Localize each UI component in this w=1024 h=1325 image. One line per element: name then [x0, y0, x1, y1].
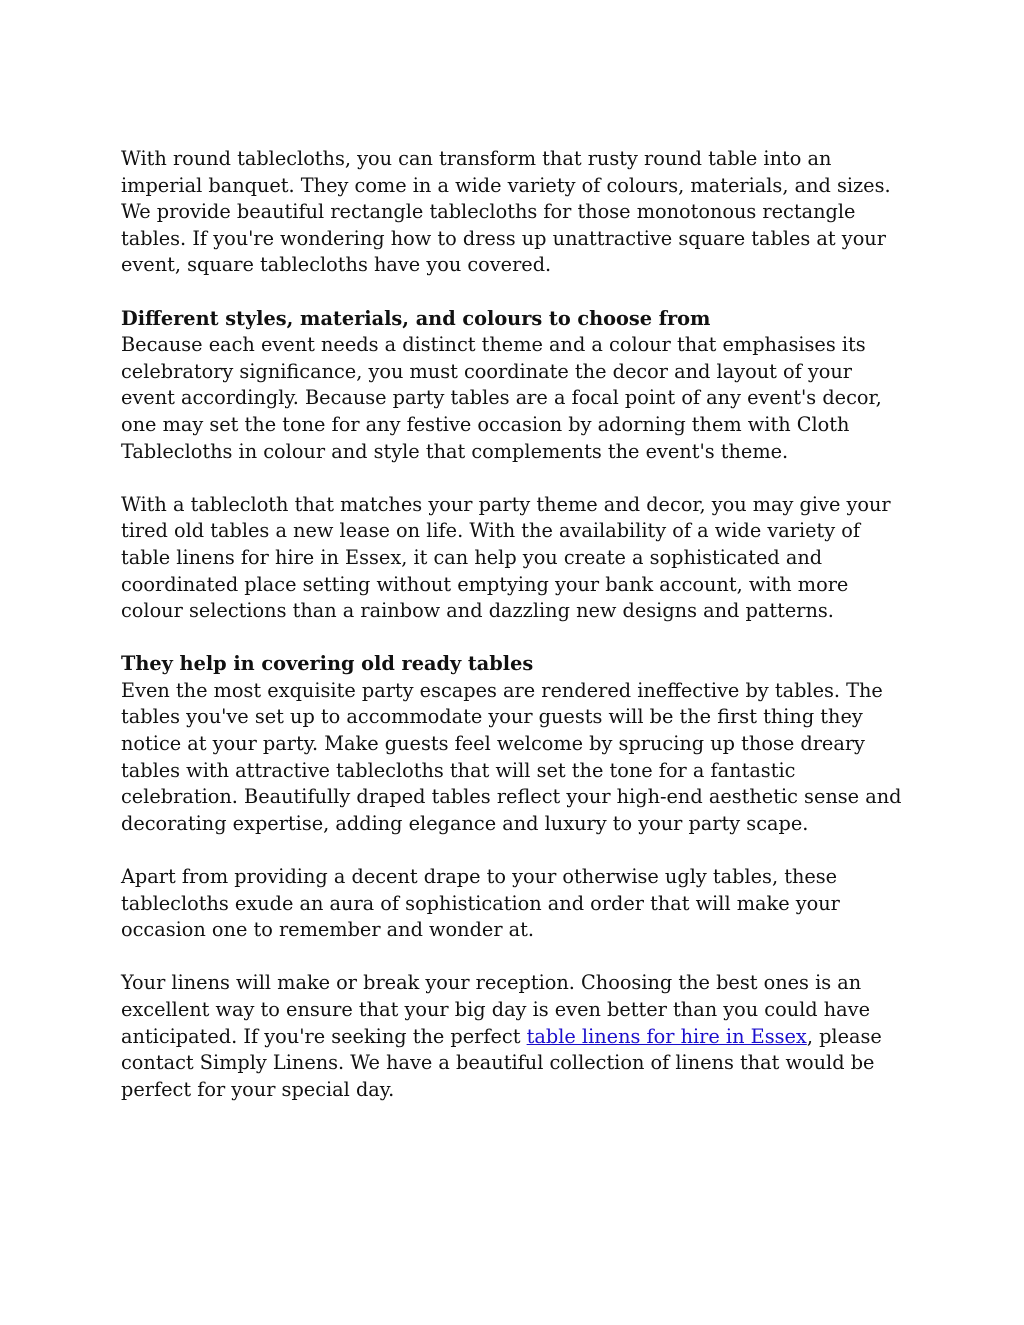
table-linens-link[interactable]: table linens for hire in Essex	[526, 1024, 807, 1048]
section-heading-styles: Different styles, materials, and colours to choose from	[121, 306, 711, 330]
closing-paragraph	[121, 970, 911, 1103]
covering-paragraph-1: Even the most exquisite party escapes are rendered ineffective by tables. The tables you've set up to accommodate your guests will be the first thing they notice at your party. Make guests feel welcome by sprucing up those dreary tables with attractive tablecloths that will set the tone for a fantastic celebration. Beautifully draped tables reflect your high-end aesthetic sense and decorating expertise, adding elegance and luxury to your party scape.	[121, 678, 902, 835]
closing-text-before-link: Your linens will make or break your reception. Choosing the best ones is an excellent way to ensure that your big day is even better than you could have anticipated. If you're seeking the perfect	[121, 971, 870, 1048]
styles-paragraph-1: Because each event needs a distinct theme and a colour that emphasises its celebratory significance, you must coordinate the decor and layout of your event accordingly. Because party tables are a focal point of any event's decor, one may set the tone for any festive occasion by adorning them with Cloth Tablecloths in colour and style that complements the event's theme.	[121, 333, 882, 463]
document-body	[121, 146, 911, 1130]
closing-text-after-link: , please contact Simply Linens. We have a beautiful collection of linens that would be perfect for your special day.	[121, 1024, 882, 1101]
section-heading-covering: They help in covering old ready tables	[121, 652, 534, 676]
covering-paragraph-2: Apart from providing a decent drape to your otherwise ugly tables, these tablecloths exude an aura of sophistication and order that will make your occasion one to remember and wonder at.	[121, 865, 840, 942]
styles-paragraph-2: With a tablecloth that matches your party theme and decor, you may give your tired old tables a new lease on life. With the availability of a wide variety of table linens for hire in Essex, it can help you create a sophisticated and coordinated place setting without emptying your bank account, with more colour selections than a rainbow and dazzling new designs and patterns.	[121, 492, 891, 623]
intro-paragraph: With round tablecloths, you can transform that rusty round table into an imperial banquet. They come in a wide variety of colours, materials, and sizes. We provide beautiful rectangle tablecloths for those monotonous rectangle tables. If you're wondering how to dress up unattractive square tables at your event, square tablecloths have you covered.	[121, 147, 891, 277]
